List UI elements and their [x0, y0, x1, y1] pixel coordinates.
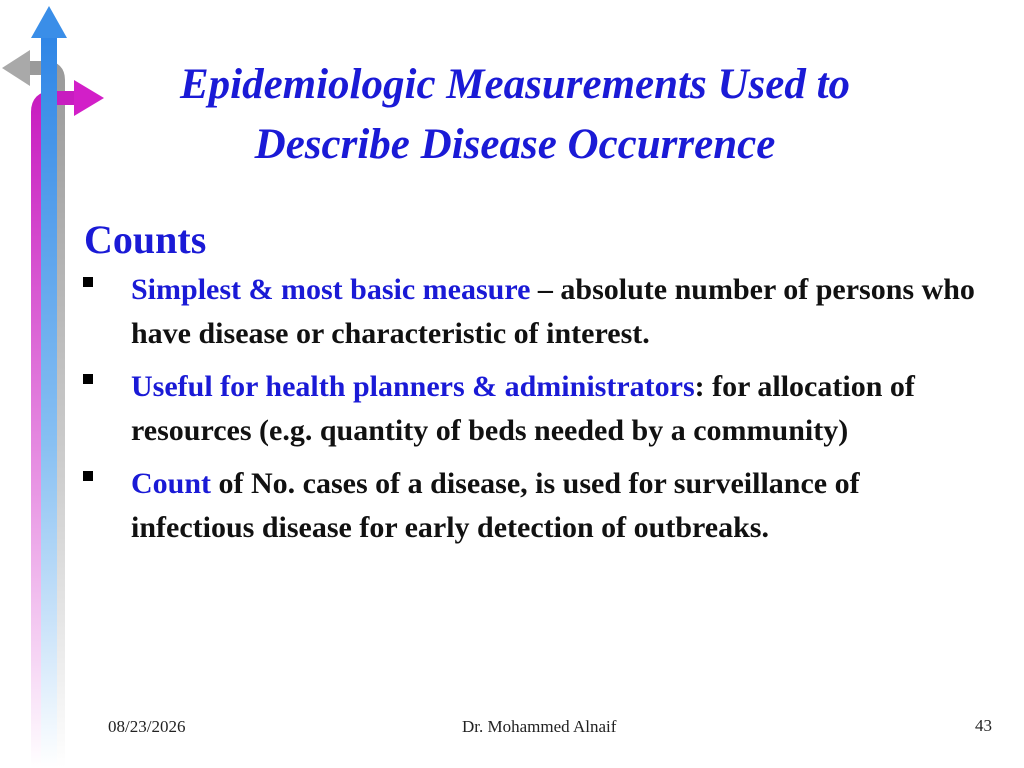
- bullet-body: : for allocation of resources (e.g. quantity of beds needed by a community): [131, 370, 915, 447]
- page-number: 43: [975, 716, 992, 735]
- square-bullet-icon: [83, 374, 93, 384]
- list-item: [78, 462, 978, 550]
- list-item: [78, 365, 978, 453]
- bullet-highlight: Simplest & most basic measure: [131, 273, 531, 306]
- bullet-highlight: Count: [131, 467, 212, 500]
- section-heading: Counts: [84, 217, 207, 262]
- slide-title: [110, 55, 920, 175]
- square-bullet-icon: [83, 277, 93, 287]
- footer-date: 08/23/2026: [108, 717, 186, 736]
- bullet-list: [78, 268, 978, 559]
- bullet-body: – absolute number of persons who have disease or characteristic of interest.: [131, 273, 975, 350]
- footer-author: Dr. Mohammed Alnaif: [462, 717, 617, 736]
- bullet-text: [131, 268, 978, 356]
- bullet-body: of No. cases of a disease, is used for surveillance of infectious disease for early detection of outbreaks.: [131, 467, 860, 544]
- list-item: [78, 268, 978, 356]
- bullet-highlight: Useful for health planners & administrators: [131, 370, 695, 403]
- bullet-text: [131, 462, 978, 550]
- bullet-text: [131, 365, 978, 453]
- title-line-1: Epidemiologic Measurements Used to: [179, 61, 851, 108]
- title-line-2: Describe Disease Occurrence: [254, 121, 776, 168]
- square-bullet-icon: [83, 471, 93, 481]
